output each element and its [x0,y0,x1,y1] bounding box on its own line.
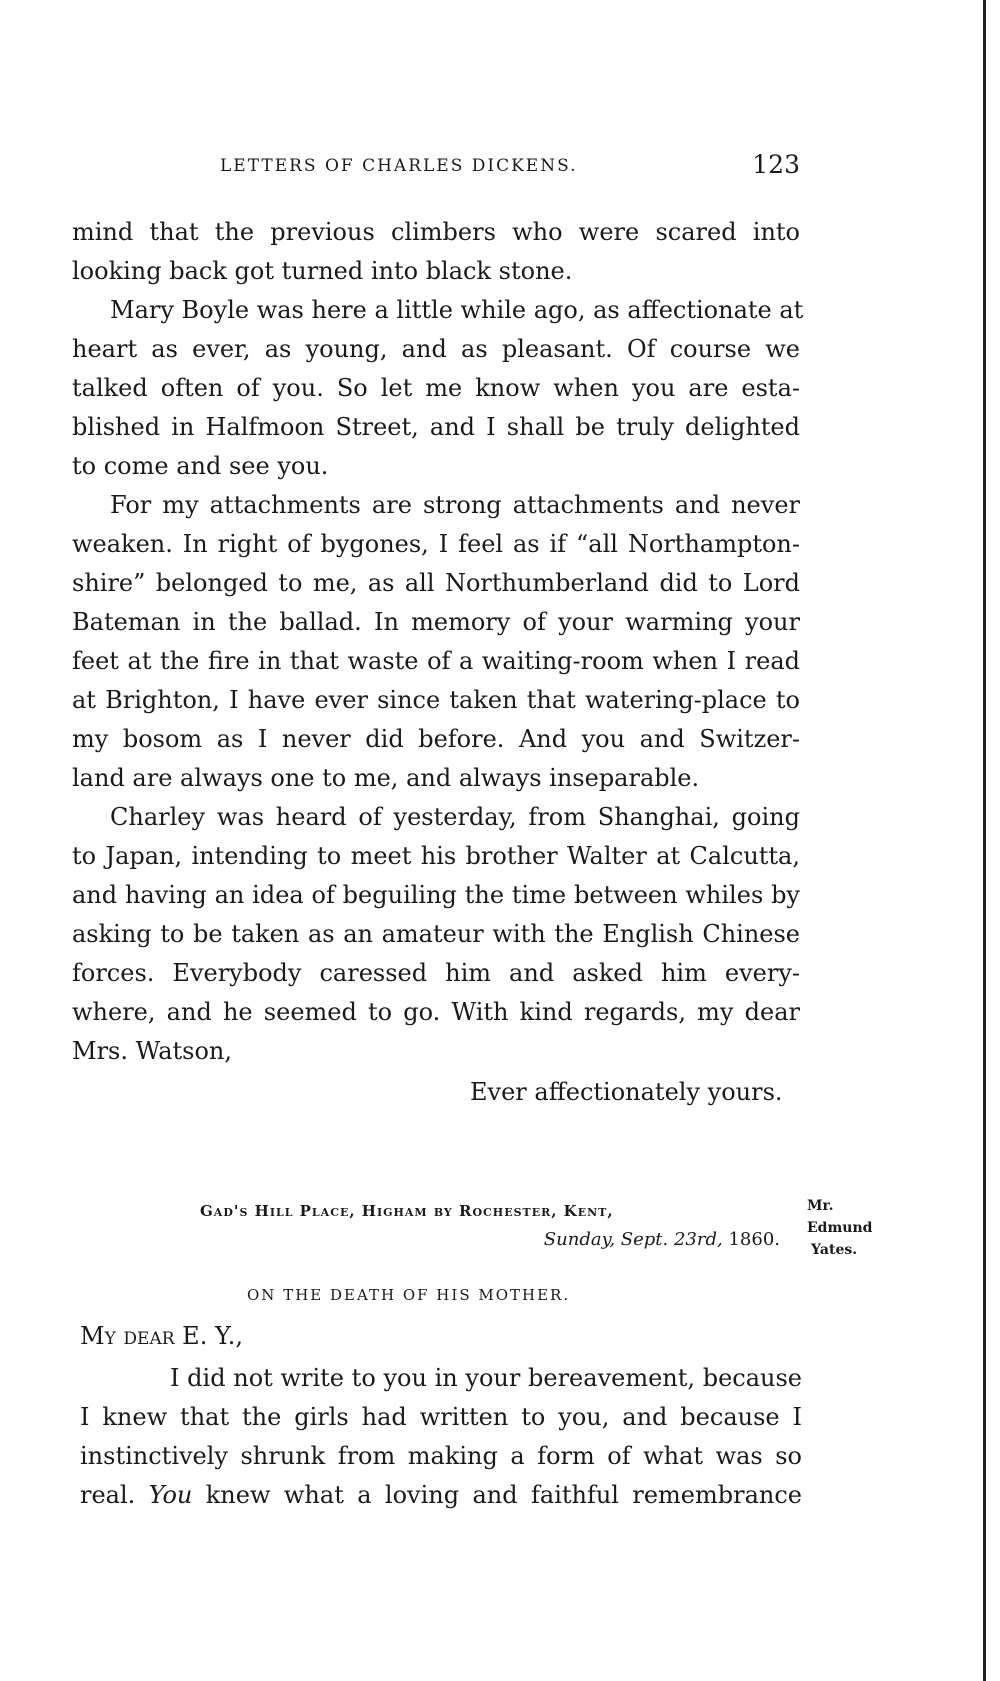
letter-continuation-text [72,213,804,1071]
text-line: my bosom as I never did before. And you and Switzer- [72,725,800,753]
letter-date-year: 1860. [728,1229,780,1250]
text-line: land are always one to me, and always inseparable. [72,764,700,792]
text-line: instinctively shrunk from making a form of what was so [80,1442,802,1470]
text-line: to Japan, intending to meet his brother Walter at Calcutta, [72,842,800,870]
text-line: weaken. In right of bygones, I feel as if “all Northampton- [72,530,800,558]
text-run: real. [80,1481,149,1509]
letter-body-text [80,1359,802,1515]
text-line: shire” belonged to me, as all Northumberland did to Lord [72,569,800,597]
page-edge-rule [983,0,986,1681]
page-header [70,150,800,190]
letter-date [200,1225,780,1255]
letter-salutation: My dear E. Y., [80,1322,243,1350]
text-line: and having an idea of beguiling the time between whiles by [72,881,800,909]
running-title: LETTERS OF CHARLES DICKENS. [220,156,578,176]
recipient-note-line: Yates. [811,1242,858,1258]
text-run: knew what a loving and faithful remembrance [192,1481,803,1509]
recipient-note-line: Edmund [807,1220,873,1236]
page-number: 123 [752,150,800,179]
text-line: talked often of you. So let me know when you are esta- [72,374,800,402]
text-line: at Brighton, I have ever since taken that watering-place to [72,686,800,714]
recipient-margin-note [807,1195,917,1261]
text-line: For my attachments are strong attachments and never [110,491,800,519]
letter-heading [200,1197,780,1255]
text-line: Mary Boyle was here a little while ago, as affectionate at [110,296,804,324]
text-line: Charley was heard of yesterday, from Shanghai, going [110,803,800,831]
emphasized-word: You [148,1481,193,1509]
text-line: asking to be taken as an amateur with the English Chinese [72,920,800,948]
text-line: where, and he seemed to go. With kind regards, my dear [72,998,800,1026]
letter-subheading: ON THE DEATH OF HIS MOTHER. [247,1286,571,1304]
text-line: to come and see you. [72,452,329,480]
text-line: I did not write to you in your bereavement, because [170,1364,802,1392]
letter-address: Gad's Hill Place, Higham by Rochester, Kent, [200,1202,614,1220]
letter-closing: Ever affectionately yours. [470,1078,783,1106]
text-line: blished in Halfmoon Street, and I shall be truly delighted [72,413,800,441]
text-line [80,1476,802,1515]
text-line: I knew that the girls had written to you, and because I [80,1403,802,1431]
text-line: looking back got turned into black stone. [72,257,573,285]
text-line: forces. Everybody caressed him and asked him every- [72,959,800,987]
letter-date-day: Sunday, Sept. 23rd, [543,1229,723,1250]
text-line: heart as ever, as young, and as pleasant. Of course we [72,335,800,363]
text-line: mind that the previous climbers who were scared into [72,218,800,246]
text-line: Bateman in the ballad. In memory of your warming your [72,608,800,636]
recipient-note-line: Mr. [807,1198,834,1214]
text-line: feet at the fire in that waste of a waiting-room when I read [72,647,800,675]
text-line: Mrs. Watson, [72,1037,233,1065]
